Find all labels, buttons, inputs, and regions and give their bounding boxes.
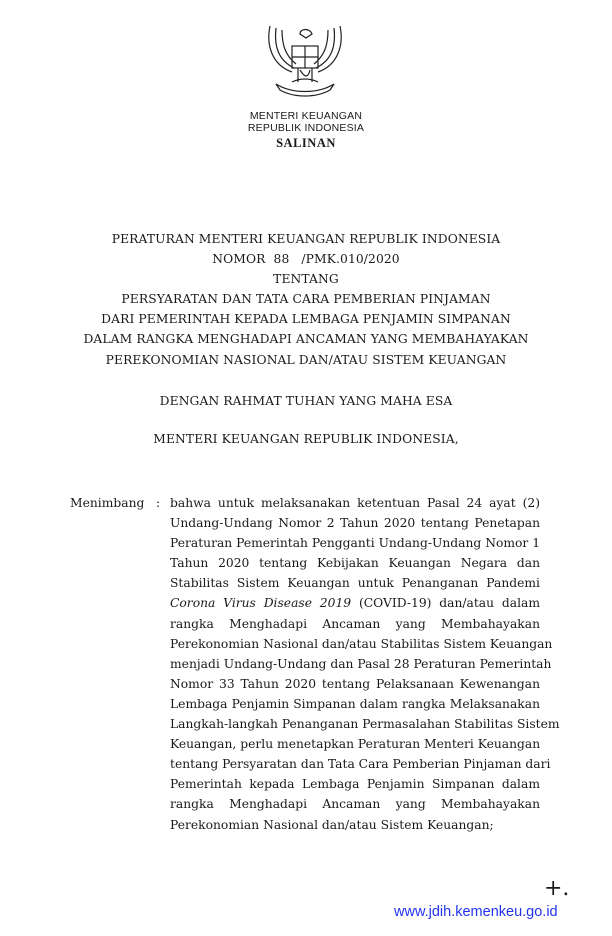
italic-term: Corona Virus Disease 2019	[170, 596, 352, 611]
paraf-initial: +.	[544, 876, 570, 901]
text-line: rangka Menghadapi Ancaman yang Membahayakan	[170, 616, 540, 631]
considering-text	[170, 493, 560, 835]
subject-line: PERSYARATAN DAN TATA CARA PEMBERIAN PINJAMAN	[121, 292, 491, 306]
text-line: Perekonomian Nasional dan/atau Sistem Keuangan;	[170, 817, 494, 832]
text-line: Pemerintah kepada Lembaga Penjamin Simpanan dalam	[170, 777, 540, 792]
text-line: Perekonomian Nasional dan/atau Stabilitas Sistem Keuangan	[170, 636, 553, 651]
regulation-number: NOMOR 88 /PMK.010/2020	[212, 252, 400, 266]
invocation: DENGAN RAHMAT TUHAN YANG MAHA ESA	[159, 394, 453, 408]
regulation-title: PERATURAN MENTERI KEUANGAN REPUBLIK INDONESIA	[111, 232, 501, 246]
jdih-link[interactable]: www.jdih.kemenkeu.go.id	[394, 904, 558, 920]
salinan-stamp: SALINAN	[276, 136, 336, 150]
text-fragment: (COVID-19) dan/atau dalam	[358, 596, 540, 611]
text-line: tentang Persyaratan dan Tata Cara Pemberian Pinjaman dari	[170, 757, 551, 772]
text-line: Peraturan Pemerintah Pengganti Undang-Undang Nomor 1	[170, 536, 541, 551]
ministry-name-line2: REPUBLIK INDONESIA	[247, 122, 365, 134]
text-line: Tahun 2020 tentang Kebijakan Keuangan Negara dan	[170, 556, 540, 571]
issuing-authority: MENTERI KEUANGAN REPUBLIK INDONESIA,	[153, 432, 459, 446]
text-line: Nomor 33 Tahun 2020 tentang Pelaksanaan Kewenangan	[170, 676, 540, 691]
text-line: Undang-Undang Nomor 2 Tahun 2020 tentang Penetapan	[170, 516, 540, 531]
garuda-emblem-icon	[262, 20, 348, 104]
text-line: Lembaga Penjamin Simpanan dalam rangka Melaksanakan	[170, 696, 540, 711]
text-line: Langkah-langkah Penanganan Permasalahan Stabilitas Sistem	[170, 717, 560, 732]
text-line: rangka Menghadapi Ancaman yang Membahayakan	[170, 797, 540, 812]
text-line: Stabilitas Sistem Keuangan untuk Penanganan Pandemi	[170, 576, 540, 591]
ministry-name-line1: MENTERI KEUANGAN	[249, 110, 363, 122]
tentang-label: TENTANG	[273, 272, 339, 286]
text-line: menjadi Undang-Undang dan Pasal 28 Peraturan Pemerintah	[170, 656, 552, 671]
text-line: Keuangan, perlu menetapkan Peraturan Menteri Keuangan	[170, 737, 541, 752]
subject-line: PEREKONOMIAN NASIONAL DAN/ATAU SISTEM KEUANGAN	[105, 353, 507, 367]
text-line	[170, 593, 540, 613]
subject-line: DARI PEMERINTAH KEPADA LEMBAGA PENJAMIN SIMPANAN	[101, 312, 511, 326]
considering-label: Menimbang	[70, 496, 145, 510]
text-line: bahwa untuk melaksanakan ketentuan Pasal 24 ayat (2)	[170, 496, 540, 510]
subject-line: DALAM RANGKA MENGHADAPI ANCAMAN YANG MEMBAHAYAKAN	[83, 332, 529, 346]
considering-colon: :	[156, 496, 161, 510]
